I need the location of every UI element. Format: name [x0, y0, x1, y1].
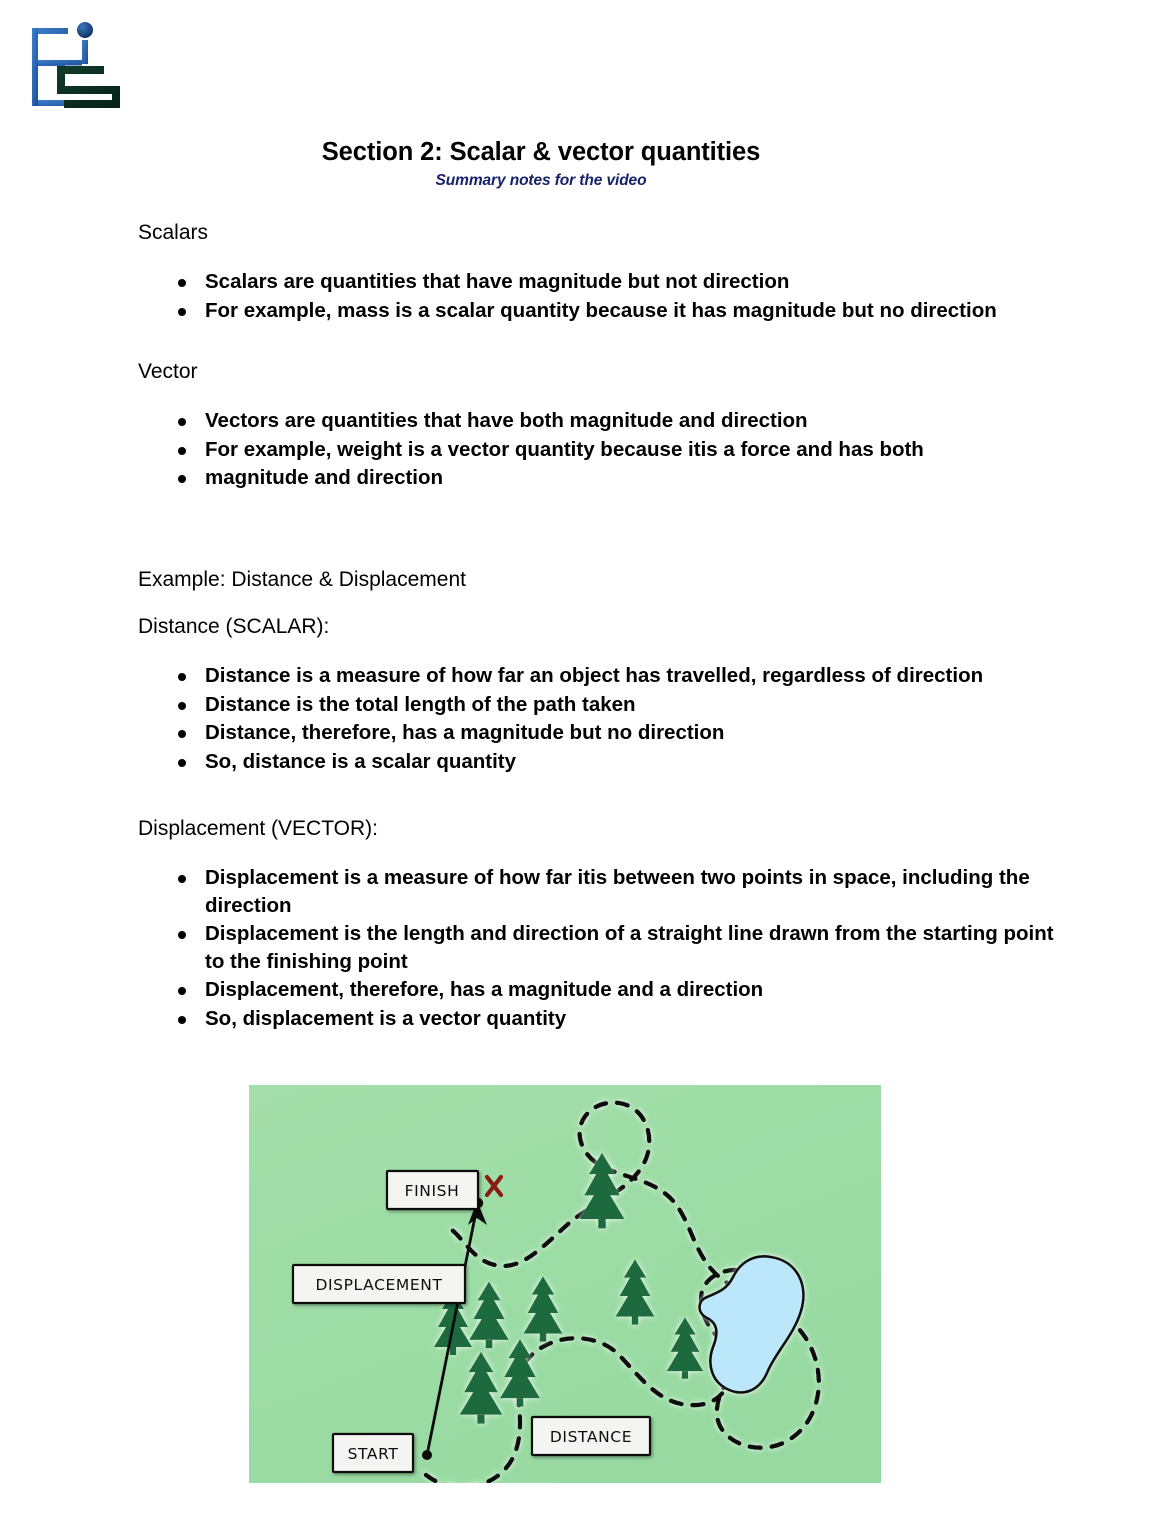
- start-point-dot: [422, 1450, 432, 1460]
- label-distance-text: DISTANCE: [549, 1428, 633, 1446]
- list-item: Distance, therefore, has a magnitude but no direction: [138, 719, 1058, 746]
- label-finish: [387, 1171, 478, 1209]
- bullet-list-scalars: [138, 268, 1058, 324]
- section-heading-vector: Vector: [138, 360, 198, 384]
- list-item: Vectors are quantities that have both magnitude and direction: [138, 407, 1058, 434]
- label-start: [333, 1434, 413, 1472]
- logo-artwork: [18, 16, 122, 112]
- list-item: Displacement, therefore, has a magnitude and a direction: [138, 976, 1058, 1003]
- list-item: Scalars are quantities that have magnitude but not direction: [138, 268, 1058, 295]
- label-displacement-text: DISPLACEMENT: [315, 1276, 443, 1294]
- bullet-list-vector: [138, 407, 1058, 491]
- list-item: For example, mass is a scalar quantity because it has magnitude but no direction: [138, 297, 1058, 324]
- section-heading-displacement: Displacement (VECTOR):: [138, 817, 379, 841]
- list-item: magnitude and direction: [138, 464, 1058, 491]
- list-item: So, distance is a scalar quantity: [138, 748, 1058, 775]
- title-block: [0, 138, 1082, 190]
- label-displacement: [293, 1265, 465, 1303]
- diagram-canvas: [249, 1085, 881, 1483]
- section-heading-scalars: Scalars: [138, 221, 209, 244]
- label-start-text: START: [347, 1445, 399, 1463]
- list-item: Displacement is a measure of how far itis between two points in space, including the direction: [138, 864, 1058, 919]
- bullet-list-distance: [138, 662, 1058, 775]
- list-item: Distance is a measure of how far an object has travelled, regardless of direction: [138, 662, 1058, 689]
- label-distance: [532, 1417, 650, 1455]
- list-item: Distance is the total length of the path taken: [138, 691, 1058, 718]
- section-heading-example: Example: Distance & Displacement: [138, 567, 466, 591]
- bullet-list-displacement: [138, 864, 1058, 1032]
- list-item: So, displacement is a vector quantity: [138, 1005, 1058, 1032]
- list-item: For example, weight is a vector quantity because itis a force and has both: [138, 436, 1058, 463]
- eis-logo: [18, 16, 122, 112]
- distance-displacement-diagram: [249, 1085, 881, 1483]
- document-body: [138, 220, 1058, 1033]
- section-heading-distance: Distance (SCALAR):: [138, 615, 330, 639]
- label-finish-text: FINISH: [404, 1182, 460, 1200]
- page-title: Section 2: Scalar & vector quantities: [321, 138, 761, 166]
- list-item: Displacement is the length and direction of a straight line drawn from the starting point to the finishing point: [138, 920, 1058, 975]
- page-subtitle: Summary notes for the video: [435, 172, 647, 190]
